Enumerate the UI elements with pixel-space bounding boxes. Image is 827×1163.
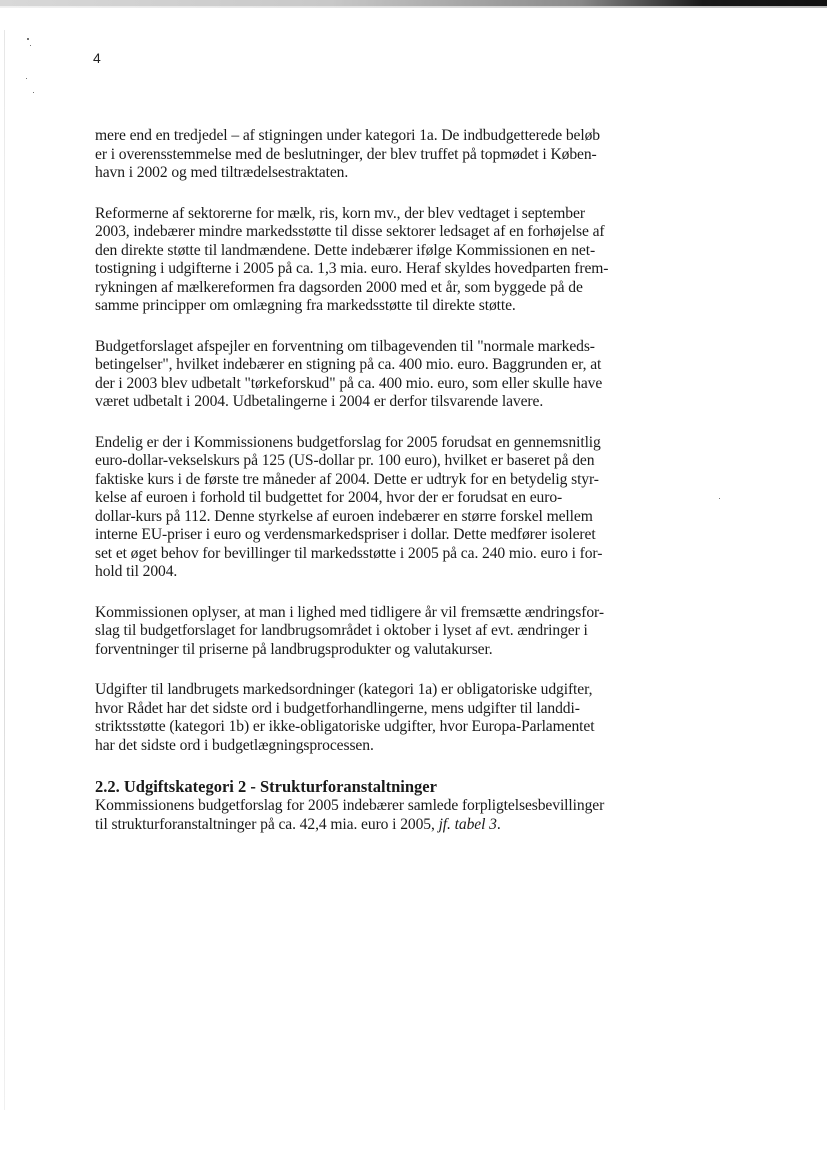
- document-body: [95, 127, 695, 856]
- text-line: 2003, indebærer mindre markedsstøtte til disse sektorer ledsaget af en forhøjelse af: [95, 223, 605, 240]
- paragraph: [95, 205, 695, 316]
- scan-speck: [27, 38, 29, 40]
- text-line: mere end en tredjedel – af stigningen under kategori 1a. De indbudgetterede beløb: [95, 127, 601, 144]
- scan-left-edge: [4, 30, 5, 1110]
- scan-top-border-shadow: [0, 6, 827, 8]
- text-line: Budgetforslaget afspejler en forventning om tilbagevenden til "normale markeds-: [95, 337, 595, 355]
- paragraph: [95, 127, 695, 183]
- text-line: Kommissionen oplyser, at man i lighed med tidligere år vil fremsætte ændringsfor-: [95, 603, 604, 621]
- text-line: den direkte støtte til landmændene. Dette indebærer ifølge Kommissionen en net-: [95, 241, 596, 259]
- text-line: slag til budgetforslaget for landbrugsområdet i oktober i lyset af evt. ændringer i: [95, 622, 588, 639]
- text-line: tostigning i udgifterne i 2005 på ca. 1,3 mia. euro. Heraf skyldes hovedparten frem-: [95, 260, 609, 277]
- text-line: hvor Rådet har det sidste ord i budgetforhandlingerne, mens udgifter til landdi-: [95, 699, 580, 717]
- text-line: forventninger til priserne på landbrugsprodukter og valutakurser.: [95, 640, 493, 658]
- text-line: Endelig er der i Kommissionens budgetforslag for 2005 forudsat en gennemsnitlig: [95, 433, 601, 451]
- scan-speck: [719, 498, 720, 499]
- paragraph: [95, 434, 695, 582]
- text-line: rykningen af mælkereformen fra dagsorden 2000 med et år, som byggede på de: [95, 278, 583, 296]
- page-number: 4: [93, 50, 101, 66]
- scan-speck: [30, 45, 31, 46]
- text-line: kelse af euroen i forhold til budgettet for 2004, hvor der er forudsat en euro-: [95, 489, 563, 506]
- text-line: faktiske kurs i de første tre måneder af 2004. Dette er udtryk for en betydelig styr-: [95, 470, 599, 488]
- table-reference: jf. tabel 3: [438, 815, 497, 833]
- text-line: striktsstøtte (kategori 1b) er ikke-obligatoriske udgifter, hvor Europa-Parlamentet: [95, 718, 595, 735]
- text-line: euro-dollar-vekselskurs på 125 (US-dollar pr. 100 euro), hvilket er baseret på den: [95, 452, 595, 469]
- text-line: interne EU-priser i euro og verdensmarkedspriser i dollar. Dette medfører isoleret: [95, 526, 596, 543]
- text-line: samme principper om omlægning fra markedsstøtte til direkte støtte.: [95, 297, 516, 314]
- paragraph: [95, 604, 695, 660]
- text-line: set et øget behov for bevillinger til markedsstøtte i 2005 på ca. 240 mio. euro i for-: [95, 544, 603, 562]
- text-line: Reformerne af sektorerne for mælk, ris, korn mv., der blev vedtaget i september: [95, 204, 585, 222]
- paragraph: [95, 681, 695, 755]
- scan-speck: [33, 92, 34, 93]
- text-segment: .: [496, 815, 501, 833]
- section-heading: 2.2. Udgiftskategori 2 - Strukturforanstaltninger: [95, 777, 437, 796]
- text-line: [95, 816, 695, 835]
- scan-speck: [26, 78, 27, 79]
- text-line: været udbetalt i 2004. Udbetalingerne i 2004 er derfor tilsvarende lavere.: [95, 393, 544, 410]
- text-line: Udgifter til landbrugets markedsordninger (kategori 1a) er obligatoriske udgifter,: [95, 681, 593, 698]
- text-line: der i 2003 blev udbetalt "tørkeforskud" på ca. 400 mio. euro, som eller skulle have: [95, 374, 603, 392]
- text-line: betingelser", hvilket indebærer en stigning på ca. 400 mio. euro. Baggrunden er, at: [95, 356, 602, 373]
- text-segment: til strukturforanstaltninger på ca. 42,4 mia. euro i 2005,: [95, 815, 439, 833]
- paragraph: [95, 338, 695, 412]
- text-line: er i overensstemmelse med de beslutninger, der blev truffet på topmødet i Køben-: [95, 145, 597, 163]
- text-line: dollar-kurs på 112. Denne styrkelse af euroen indebærer en større forskel mellem: [95, 507, 593, 525]
- text-line: Kommissionens budgetforslag for 2005 indebærer samlede forpligtelsesbevillinger: [95, 797, 605, 814]
- text-line: har det sidste ord i budgetlægningsprocessen.: [95, 736, 374, 754]
- text-line: hold til 2004.: [95, 563, 178, 580]
- section-paragraph: [95, 797, 695, 834]
- text-line: havn i 2002 og med tiltrædelsestraktaten.: [95, 164, 349, 181]
